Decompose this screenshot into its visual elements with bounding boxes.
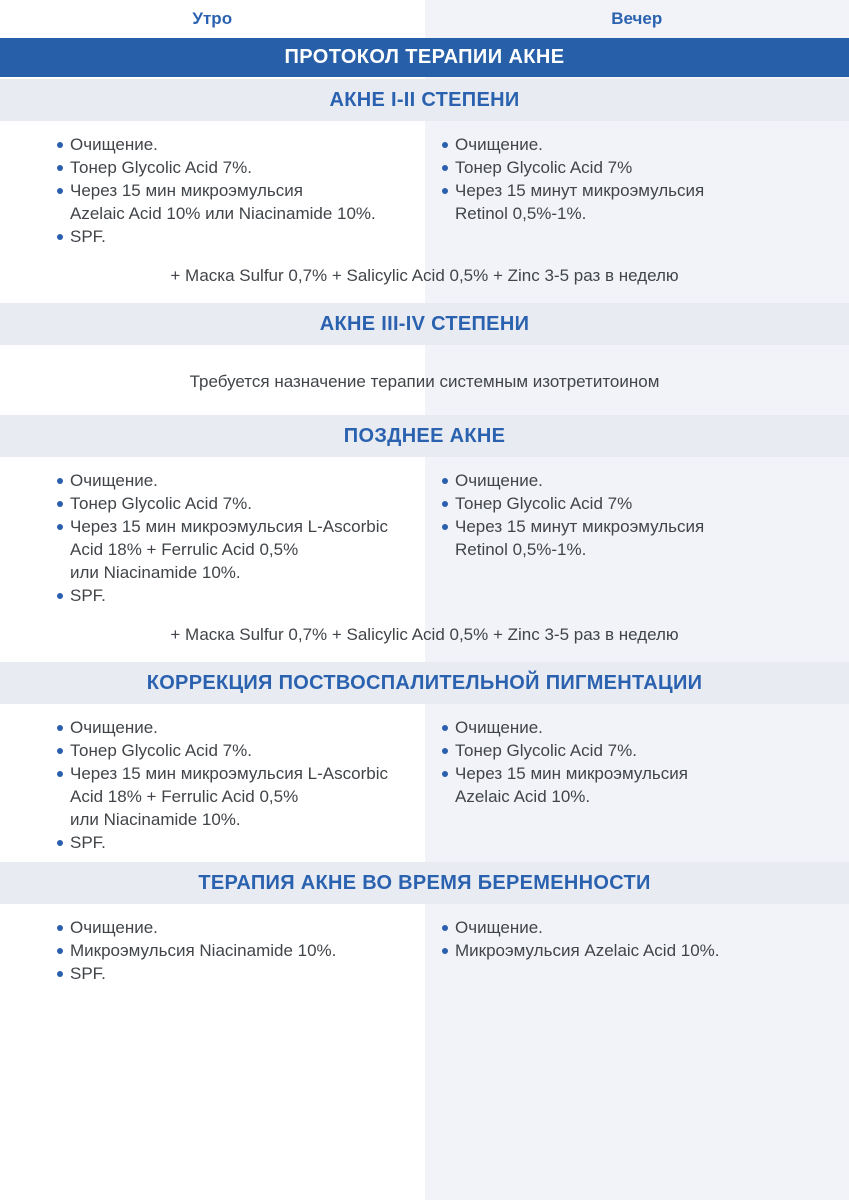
protocol-item: Очищение.: [455, 716, 839, 739]
section-pigmentation-correction: [0, 662, 849, 862]
section-heading: АКНЕ I-II СТЕПЕНИ: [0, 79, 849, 121]
page-title: ПРОТОКОЛ ТЕРАПИИ АКНЕ: [0, 38, 849, 77]
time-header: [0, 0, 849, 38]
morning-column: [0, 904, 425, 993]
section-pregnancy-acne-therapy: [0, 862, 849, 993]
morning-column: [0, 121, 425, 256]
sections-container: [0, 79, 849, 993]
section-late-acne: [0, 415, 849, 646]
section-heading: АКНЕ III-IV СТЕПЕНИ: [0, 303, 849, 345]
protocol-item: Тонер Glycolic Acid 7%.: [70, 492, 415, 515]
protocol-item: Через 15 мин микроэмульсия L-Ascorbic Acid 18% + Ferrulic Acid 0,5% или Niacinamide 10%.: [70, 515, 415, 584]
morning-column: [0, 457, 425, 615]
section-heading: ПОЗДНЕЕ АКНЕ: [0, 415, 849, 457]
protocol-item: Очищение.: [455, 469, 839, 492]
morning-item-list: [70, 916, 415, 985]
protocol-item: Очищение.: [70, 716, 415, 739]
section-columns: [0, 121, 849, 256]
protocol-item: Очищение.: [70, 133, 415, 156]
protocol-item: SPF.: [70, 831, 415, 854]
protocol-item: SPF.: [70, 584, 415, 607]
evening-column: [425, 904, 849, 993]
morning-column-label: Утро: [192, 9, 233, 28]
section-acne-1-2: [0, 79, 849, 287]
evening-column: [425, 457, 849, 615]
morning-column: [0, 704, 425, 862]
section-columns: [0, 904, 849, 993]
evening-column: [425, 704, 849, 862]
evening-column: [425, 121, 849, 256]
morning-item-list: [70, 716, 415, 854]
protocol-item: Микроэмульсия Azelaic Acid 10%.: [455, 939, 839, 962]
section-note: Требуется назначение терапии системным изотретитоином: [189, 372, 660, 391]
section-columns: [0, 704, 849, 862]
protocol-item: Очищение.: [70, 469, 415, 492]
protocol-item: Очищение.: [455, 916, 839, 939]
protocol-item: Тонер Glycolic Acid 7%: [455, 156, 839, 179]
protocol-item: Тонер Glycolic Acid 7%.: [70, 739, 415, 762]
protocol-item: Тонер Glycolic Acid 7%.: [70, 156, 415, 179]
evening-item-list: [455, 716, 839, 808]
protocol-item: Через 15 минут микроэмульсия Retinol 0,5%-1%.: [455, 515, 839, 561]
protocol-item: Через 15 мин микроэмульсия Azelaic Acid 10%.: [455, 762, 839, 808]
protocol-item: Тонер Glycolic Acid 7%: [455, 492, 839, 515]
evening-item-list: [455, 469, 839, 561]
protocol-item: Очищение.: [70, 916, 415, 939]
section-acne-3-4: [0, 303, 849, 393]
protocol-item: Через 15 минут микроэмульсия Retinol 0,5%-1%.: [455, 179, 839, 225]
protocol-item: Очищение.: [455, 133, 839, 156]
section-note: + Маска Sulfur 0,7% + Salicylic Acid 0,5% + Zinc 3-5 раз в неделю: [170, 266, 679, 285]
protocol-item: Через 15 мин микроэмульсия Azelaic Acid 10% или Niacinamide 10%.: [70, 179, 415, 225]
section-note: + Маска Sulfur 0,7% + Salicylic Acid 0,5% + Zinc 3-5 раз в неделю: [170, 625, 679, 644]
evening-column-label: Вечер: [611, 9, 663, 28]
morning-item-list: [70, 469, 415, 607]
protocol-item: Тонер Glycolic Acid 7%.: [455, 739, 839, 762]
protocol-item: SPF.: [70, 962, 415, 985]
protocol-item: SPF.: [70, 225, 415, 248]
section-columns: [0, 457, 849, 615]
evening-item-list: [455, 916, 839, 962]
section-heading: КОРРЕКЦИЯ ПОСТВОСПАЛИТЕЛЬНОЙ ПИГМЕНТАЦИИ: [0, 662, 849, 704]
evening-item-list: [455, 133, 839, 225]
protocol-item: Микроэмульсия Niacinamide 10%.: [70, 939, 415, 962]
protocol-item: Через 15 мин микроэмульсия L-Ascorbic Acid 18% + Ferrulic Acid 0,5% или Niacinamide 10%.: [70, 762, 415, 831]
morning-item-list: [70, 133, 415, 248]
section-heading: ТЕРАПИЯ АКНЕ ВО ВРЕМЯ БЕРЕМЕННОСТИ: [0, 862, 849, 904]
